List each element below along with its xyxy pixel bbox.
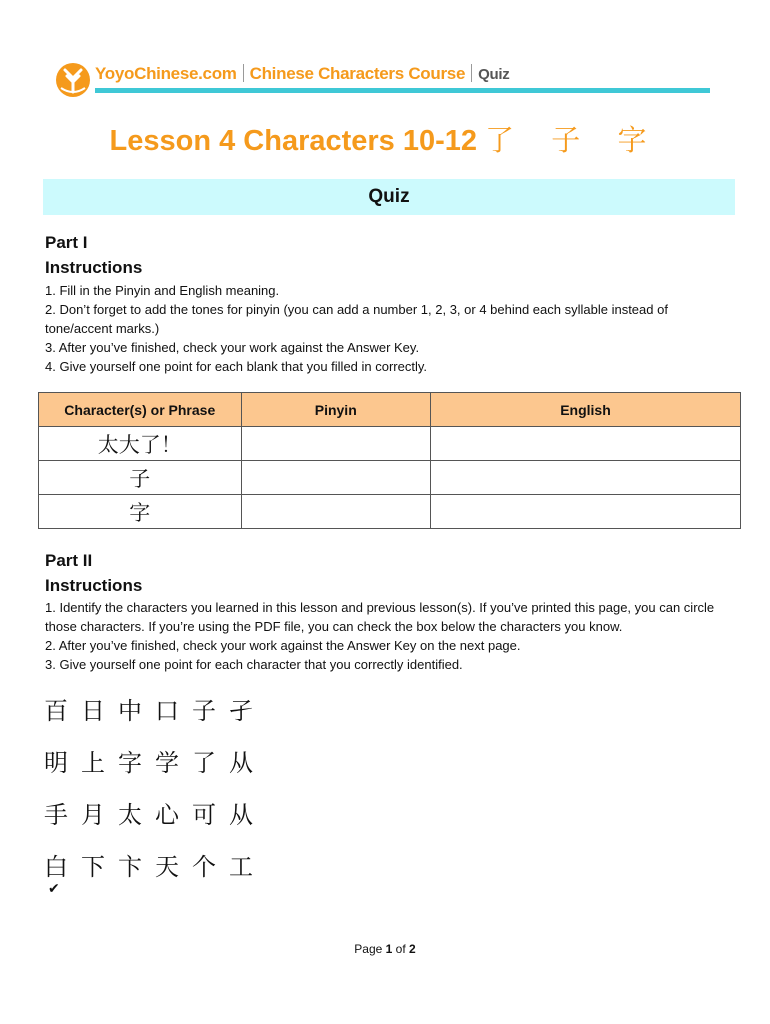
character-item[interactable]: 太	[118, 801, 142, 829]
quiz-banner: Quiz	[43, 179, 735, 215]
course-separator	[471, 64, 472, 82]
character-row	[44, 745, 266, 797]
character-item[interactable]: 了	[192, 749, 216, 777]
character-item[interactable]: 天	[155, 853, 179, 881]
part2-line: 3. Give yourself one point for each character that you correctly identified.	[45, 657, 463, 672]
character-grid	[44, 693, 266, 901]
character-item[interactable]: 可	[192, 801, 216, 829]
yoyo-logo-icon	[55, 62, 91, 98]
brand-line	[95, 64, 509, 84]
pinyin-blank[interactable]	[241, 427, 430, 461]
current-page: 1	[385, 942, 393, 956]
header-rule	[95, 88, 710, 93]
table-row	[39, 495, 741, 529]
brand-separator	[243, 64, 244, 82]
phrase-cell: 字	[39, 495, 242, 529]
english-blank[interactable]	[430, 461, 740, 495]
header-phrase: Character(s) or Phrase	[39, 393, 242, 427]
character-item[interactable]: 孑	[229, 697, 253, 725]
character-item[interactable]: 上	[81, 749, 105, 777]
header-pinyin: Pinyin	[241, 393, 430, 427]
part2-heading	[45, 548, 142, 598]
part1-heading	[45, 230, 142, 280]
part1-line: 4. Give yourself one point for each blank that you filled in correctly.	[45, 359, 428, 374]
page-header	[55, 60, 710, 100]
part2-instructions-heading: Instructions	[45, 576, 143, 595]
vocabulary-table	[38, 392, 741, 529]
character-row	[44, 693, 266, 745]
english-blank[interactable]	[430, 495, 740, 529]
part1-instructions	[45, 281, 735, 376]
character-item[interactable]: 个	[192, 853, 216, 881]
character-item[interactable]: 工	[229, 853, 253, 881]
part1-line: 2. Don’t forget to add the tones for pinyin (you can add a number 1, 2, 3, or 4 behind each syllable instead of tone/accent marks.)	[45, 302, 668, 336]
part1-line: 3. After you’ve finished, check your work against the Answer Key.	[45, 340, 420, 355]
table-row	[39, 461, 741, 495]
phrase-cell: 太大了！	[39, 427, 242, 461]
section-name: Quiz	[478, 66, 510, 83]
total-pages: 2	[409, 942, 416, 956]
character-item[interactable]: 手	[44, 801, 68, 829]
character-item[interactable]: 心	[155, 801, 179, 829]
character-item[interactable]: 白	[44, 853, 68, 881]
part1-label: Part I	[45, 233, 88, 252]
pinyin-blank[interactable]	[241, 461, 430, 495]
part2-label: Part II	[45, 551, 93, 570]
character-item[interactable]: 口	[155, 697, 179, 725]
character-item[interactable]: 字	[118, 749, 142, 777]
part1-line: 1. Fill in the Pinyin and English meaning.	[45, 283, 280, 298]
character-item[interactable]: 中	[118, 697, 142, 725]
lesson-title-text: Lesson 4 Characters 10-12	[109, 125, 478, 157]
character-item[interactable]: 下	[81, 853, 105, 881]
part2-line: 1. Identify the characters you learned in this lesson and previous lesson(s). If you’ve printed this page, you can circle those characters. If you’re using the PDF file, you can check the box below the characters you know.	[45, 600, 715, 634]
character-item[interactable]: 从	[229, 749, 253, 777]
page-label: Page	[354, 942, 383, 956]
character-row	[44, 797, 266, 849]
character-item[interactable]: 卞	[118, 853, 142, 881]
header-english: English	[430, 393, 740, 427]
table-header-row	[39, 393, 741, 427]
lesson-title-characters: 了 子 字	[485, 123, 661, 157]
of-label: of	[395, 942, 406, 956]
lesson-title	[0, 118, 770, 159]
character-item[interactable]: 学	[155, 749, 179, 777]
english-blank[interactable]	[430, 427, 740, 461]
part2-line: 2. After you’ve finished, check your work against the Answer Key on the next page.	[45, 638, 521, 653]
table-row	[39, 427, 741, 461]
character-item[interactable]: 月	[81, 801, 105, 829]
checkmark-icon[interactable]: ✔	[48, 880, 60, 896]
character-item[interactable]: 子	[192, 697, 216, 725]
character-item[interactable]: 从	[229, 801, 253, 829]
character-row	[44, 849, 266, 901]
brand-name: YoyoChinese.com	[95, 64, 237, 83]
part1-instructions-heading: Instructions	[45, 258, 143, 277]
character-item[interactable]: 日	[81, 697, 105, 725]
page-footer	[0, 942, 770, 956]
character-item[interactable]: 百	[44, 697, 68, 725]
pinyin-blank[interactable]	[241, 495, 430, 529]
part2-instructions	[45, 598, 735, 674]
character-item[interactable]: 明	[44, 749, 68, 777]
phrase-cell: 子	[39, 461, 242, 495]
course-name: Chinese Characters Course	[249, 64, 466, 83]
